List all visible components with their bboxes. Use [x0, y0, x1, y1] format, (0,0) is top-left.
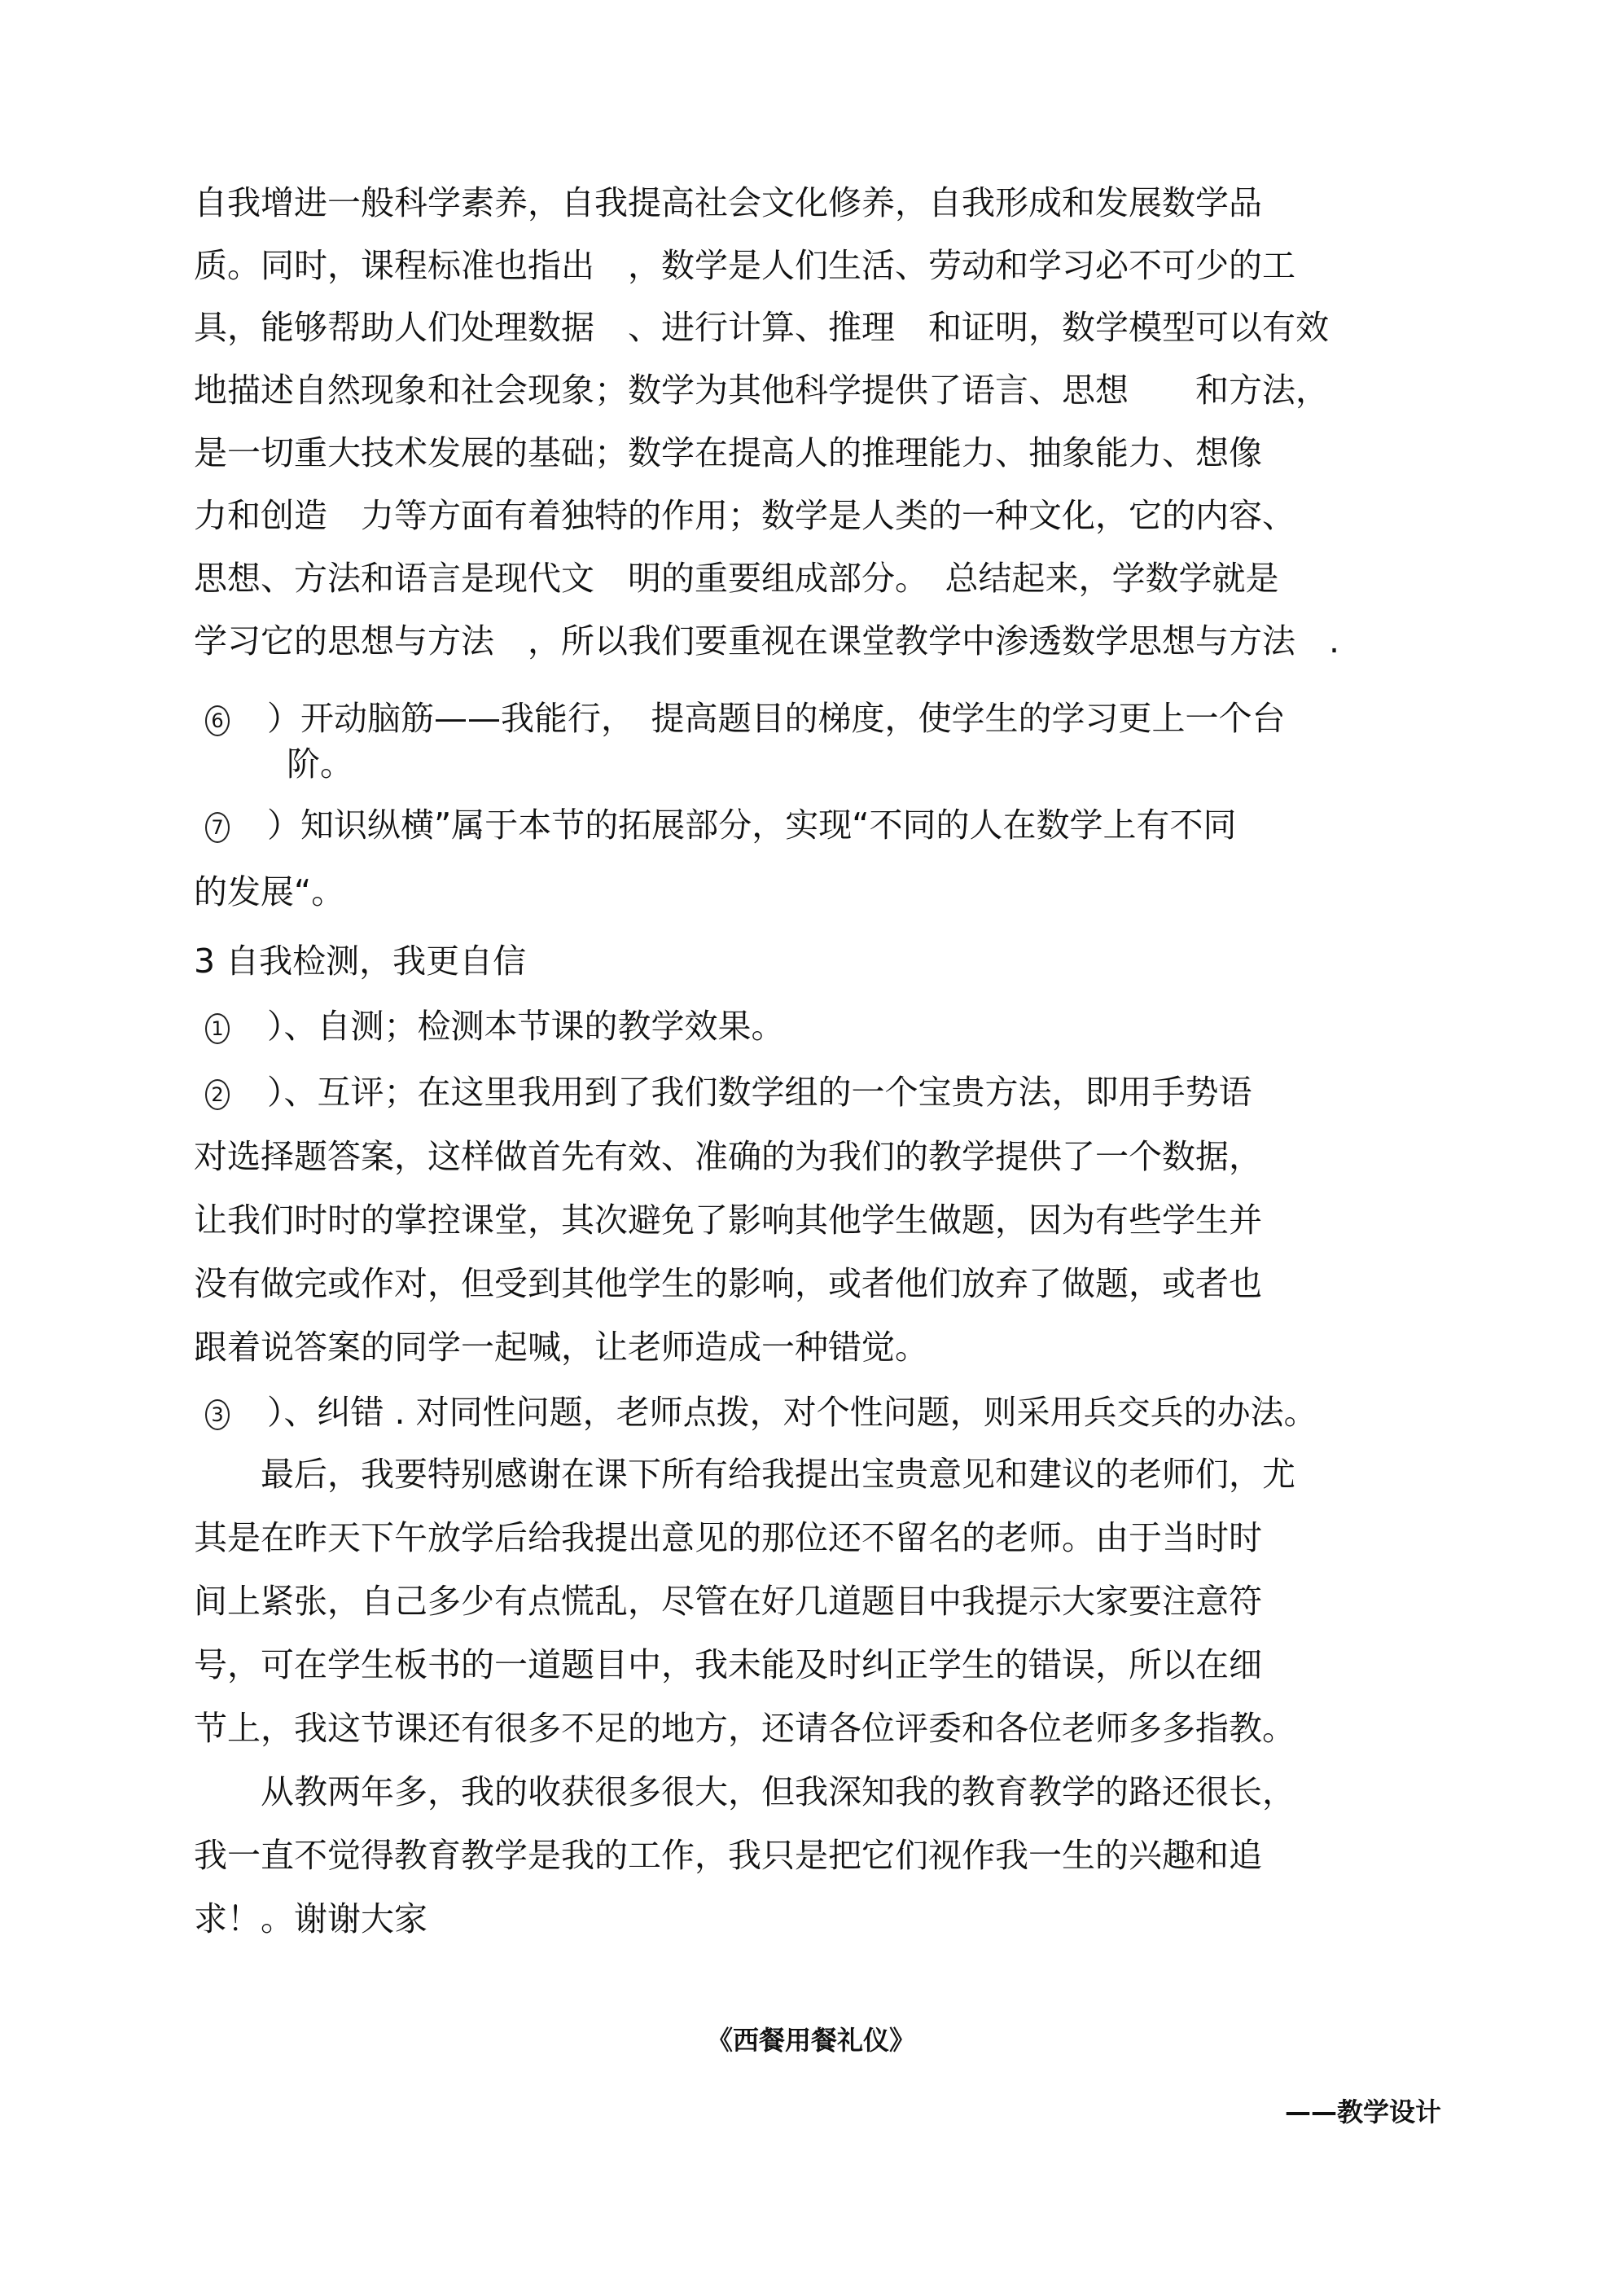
list-item-check-1 — [194, 1003, 785, 1049]
circled-number: 7 — [205, 812, 230, 843]
list-item-text: ）知识纵横”属于本节的拓展部分，实现“不同的人在数学上有不同 — [267, 806, 1237, 845]
paragraph-line: 具，能够帮助人们处理数据 、进行计算、推理 和证明，数学模型可以有效 — [194, 308, 1329, 347]
paragraph-line: 跟着说答案的同学一起喊，让老师造成一种错觉。 — [194, 1328, 928, 1367]
paragraph-line: 间上紧张，自己多少有点慌乱，尽管在好几道题目中我提示大家要注意符 — [194, 1582, 1262, 1621]
document-subtitle: ——教学设计 — [1284, 2096, 1441, 2127]
paragraph-line: 没有做完或作对，但受到其他学生的影响，或者他们放弃了做题，或者也 — [194, 1264, 1262, 1303]
circled-number: 3 — [205, 1399, 230, 1430]
list-item-text: ）、纠错 . 对同性问题，老师点拨，对个性问题，则采用兵交兵的办法。 — [267, 1393, 1317, 1432]
list-item-7 — [194, 802, 1236, 848]
circled-number: 6 — [205, 705, 230, 736]
paragraph-line: 是一切重大技术发展的基础；数学在提高人的推理能力、抽象能力、想像 — [194, 433, 1262, 472]
document-title: 《西餐用餐礼仪》 — [706, 2025, 915, 2056]
paragraph-line: 从教两年多，我的收获很多很大，但我深知我的教育教学的路还很长， — [194, 1772, 1295, 1811]
paragraph-line: 地描述自然现象和社会现象；数学为其他科学提供了语言、思想 和方法， — [194, 371, 1329, 410]
paragraph-line: 的发展“。 — [194, 872, 345, 911]
paragraph-line: 让我们时时的掌控课堂，其次避免了影响其他学生做题，因为有些学生并 — [194, 1201, 1262, 1240]
paragraph-line: 质。同时，课程标准也指出 ，数学是人们生活、劳动和学习必不可少的工 — [194, 246, 1295, 285]
paragraph-line: 对选择题答案，这样做首先有效、准确的为我们的教学提供了一个数据， — [194, 1137, 1262, 1176]
list-item-text: ）、自测；检测本节课的教学效果。 — [267, 1007, 785, 1046]
section-heading: 3 自我检测，我更自信 — [194, 942, 527, 981]
list-item-check-3 — [194, 1389, 1317, 1435]
paragraph-line: 最后，我要特别感谢在课下所有给我提出宝贵意见和建议的老师们，尤 — [194, 1455, 1295, 1494]
circled-number: 1 — [205, 1013, 230, 1044]
paragraph-line: 我一直不觉得教育教学是我的工作，我只是把它们视作我一生的兴趣和追 — [194, 1836, 1262, 1875]
list-item-check-2 — [194, 1069, 1252, 1115]
paragraph-line: 思想、方法和语言是现代文 明的重要组成部分。 总结起来，学数学就是 — [194, 559, 1279, 598]
paragraph-line: 学习它的思想与方法 ，所以我们要重视在课堂教学中渗透数学思想与方法 . — [194, 621, 1340, 661]
list-item-text: ）开动脑筋——我能行， 提高题目的梯度，使学生的学习更上一个台 — [267, 699, 1286, 738]
paragraph-line: 其是在昨天下午放学后给我提出意见的那位还不留名的老师。由于当时时 — [194, 1518, 1262, 1557]
list-item-6 — [194, 696, 1286, 741]
list-item-text: ）、互评；在这里我用到了我们数学组的一个宝贵方法，即用手势语 — [267, 1073, 1252, 1112]
paragraph-line: 节上，我这节课还有很多不足的地方，还请各位评委和各位老师多多指教。 — [194, 1709, 1295, 1748]
paragraph-line: 力和创造 力等方面有着独特的作用；数学是人类的一种文化，它的内容、 — [194, 496, 1295, 535]
paragraph-line: 号，可在学生板书的一道题目中，我未能及时纠正学生的错误，所以在细 — [194, 1645, 1262, 1684]
paragraph-line: 求！。谢谢大家 — [194, 1899, 427, 1938]
paragraph-line: 阶。 — [287, 744, 353, 784]
paragraph-line: 自我增进一般科学素养，自我提高社会文化修养，自我形成和发展数学品 — [194, 183, 1262, 222]
circled-number: 2 — [205, 1079, 230, 1110]
